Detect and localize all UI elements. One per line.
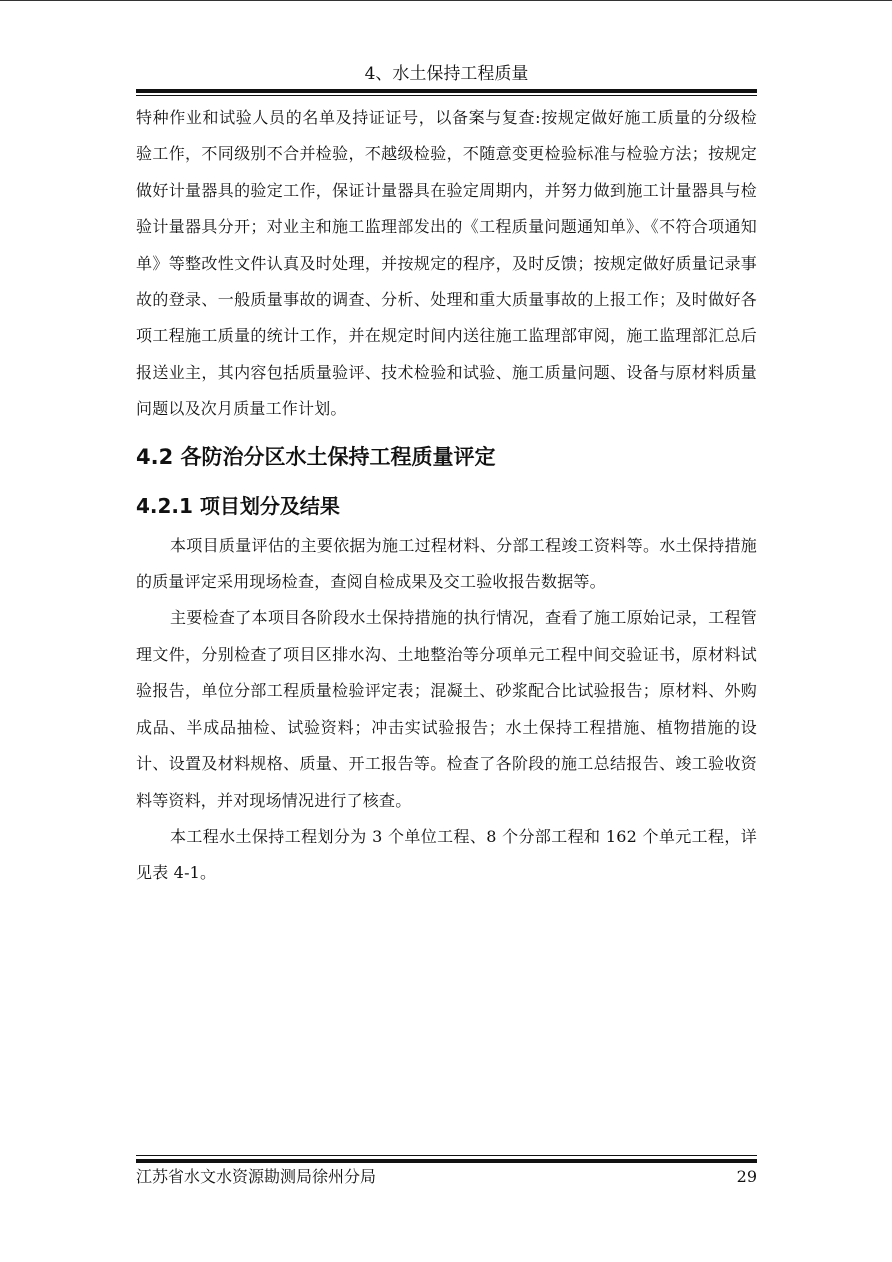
header-rule-thin [136,95,757,96]
footer-rule-thick [136,1159,757,1163]
page-body [136,100,757,892]
page-footer [136,1165,757,1189]
paragraph-continued: 特种作业和试验人员的名单及持证证号，以备案与复查:按规定做好施工质量的分级检验工作，不同级别不合并检验，不越级检验，不随意变更检验标准与检验方法；按规定做好计量器具的验定工作，保证计量器具在验定周期内，并努力做到施工计量器具与检验计量器具分开；对业主和施工监理部发出的《工程质量问题通知单》、《不符合项通知单》等整改性文件认真及时处理，并按规定的程序，及时反馈；按规定做好质量记录事故的登录、一般质量事故的调查、分析、处理和重大质量事故的上报工作；及时做好各项工程施工质量的统计工作，并在规定时间内送往施工监理部审阅，施工监理部汇总后报送业主，其内容包括质量验评、技术检验和试验、施工质量问题、设备与原材料质量问题以及次月质量工作计划。 [136,108,757,419]
section-heading: 4.2 各防治分区水土保持工程质量评定 [136,444,496,469]
paragraph-2: 主要检查了本项目各阶段水土保持措施的执行情况，查看了施工原始记录，工程管理文件，分别检查了项目区排水沟、土地整治等分项单元工程中间交验证书，原材料试验报告，单位分部工程质量检验评定表；混凝土、砂浆配合比试验报告；原材料、外购成品、半成品抽检、试验资料；冲击实试验报告；水土保持工程措施、植物措施的设计、设置及材料规格、质量、开工报告等。检查了各阶段的施工总结报告、竣工验收资料等资料，并对现场情况进行了核查。 [136,608,757,810]
footer-rule-thin [136,1155,757,1156]
running-header: 4、水土保持工程质量 [364,64,529,84]
paragraph-3: 本工程水土保持工程划分为 3 个单位工程、8 个分部工程和 162 个单元工程，详见表 4-1。 [136,826,757,883]
page-number: 29 [736,1167,757,1186]
paragraph-1: 本项目质量评估的主要依据为施工过程材料、分部工程竣工资料等。水土保持措施的质量评定采用现场检查，查阅自检成果及交工验收报告数据等。 [136,535,757,592]
header-rule-thick [136,89,757,93]
page-top-edge [0,0,892,1]
subsection-heading: 4.2.1 项目划分及结果 [136,493,340,518]
footer-organization: 江苏省水文水资源勘测局徐州分局 [136,1167,377,1186]
